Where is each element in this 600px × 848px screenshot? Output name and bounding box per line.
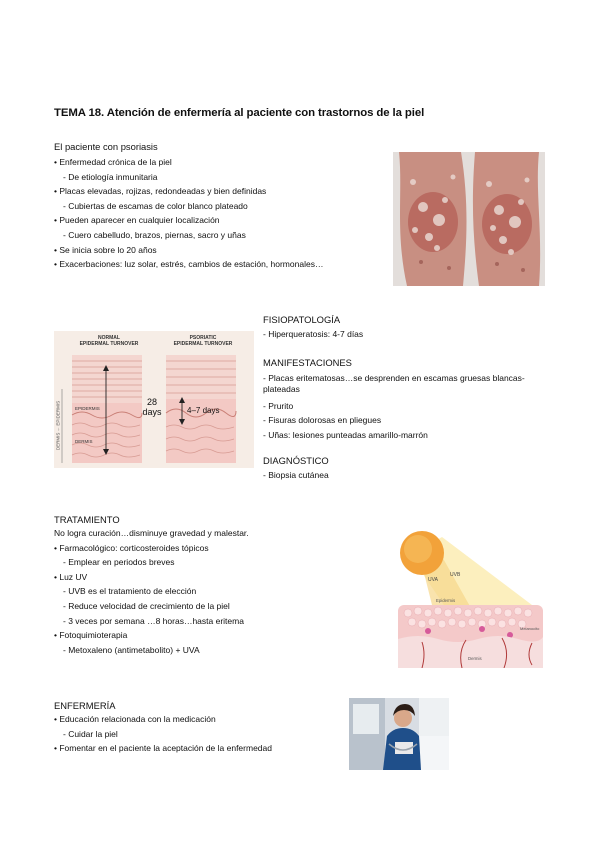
fisiopatologia-heading: FISIOPATOLOGÍA xyxy=(263,314,341,325)
list-item: - Prurito xyxy=(263,400,294,411)
list-item: - Hiperqueratosis: 4-7 días xyxy=(263,329,364,339)
tratamiento-heading: TRATAMIENTO xyxy=(54,514,120,525)
fisiopatologia-list xyxy=(263,327,363,342)
nurse-photo xyxy=(349,698,449,770)
enfermeria-heading: ENFERMERÍA xyxy=(54,700,116,711)
list-item: - Cuidar la piel xyxy=(63,728,118,739)
list-item: - Uñas: lesiones punteadas amarillo-marrón xyxy=(263,430,428,440)
list-item: - Placas eritematosas…se desprenden en escamas gruesas blancas-plateadas xyxy=(263,373,525,395)
uv-skin-diagram xyxy=(392,525,545,668)
list-item: No logra curación…disminuye gravedad y malestar. xyxy=(54,528,249,538)
epidermal-turnover-diagram xyxy=(54,331,254,468)
list-item: - Cubiertas de escamas de color blanco plateado xyxy=(63,200,248,211)
uvb-label: UVB xyxy=(450,572,461,578)
tratamiento-list xyxy=(54,526,249,657)
normal-days-unit: days xyxy=(142,407,162,417)
uv-dermis-label: Dermis xyxy=(468,656,482,661)
list-item: • Farmacológico: corticosteroides tópicos xyxy=(54,542,209,553)
psoriasis-knees-photo xyxy=(393,152,545,286)
list-item: • Exacerbaciones: luz solar, estrés, cambios de estación, hormonales… xyxy=(54,259,324,270)
diagnostico-list xyxy=(263,468,329,483)
psoriasis-list xyxy=(54,155,323,272)
knees-image xyxy=(393,152,545,286)
list-item: • Placas elevadas, rojizas, redondeadas y bien definidas xyxy=(54,186,267,197)
list-item: • Luz UV xyxy=(54,571,88,582)
list-item: • Enfermedad crónica de la piel xyxy=(54,157,172,167)
list-item: • Pueden aparecer en cualquier localización xyxy=(54,215,220,226)
list-item: - 3 veces por semana …8 horas…hasta eritema xyxy=(63,615,244,626)
list-item: • Fomentar en el paciente la aceptación de la enfermedad xyxy=(54,743,272,754)
enfermeria-list xyxy=(54,712,272,756)
list-item: - Cuero cabelludo, brazos, piernas, sacro y uñas xyxy=(63,229,246,240)
psoriatic-label: PSORIATIC xyxy=(189,335,217,341)
normal-label: NORMAL xyxy=(98,335,120,341)
normal-days-number: 28 xyxy=(146,397,157,407)
list-item: - Metoxaleno (antimetabolito) + UVA xyxy=(63,644,200,655)
uva-label: UVA xyxy=(428,577,438,583)
list-item: • Educación relacionada con la medicación xyxy=(54,714,216,724)
diagnostico-heading: DIAGNÓSTICO xyxy=(263,455,329,466)
list-item: • Fotoquimioterapia xyxy=(54,630,128,641)
manifestaciones-heading: MANIFESTACIONES xyxy=(263,357,352,368)
epidermis-label: EPIDERMIS xyxy=(75,406,100,411)
psoriasis-heading: El paciente con psoriasis xyxy=(54,141,158,152)
list-item: - Reduce velocidad de crecimiento de la piel xyxy=(63,600,230,611)
list-item: • Se inicia sobre lo 20 años xyxy=(54,244,157,255)
list-item: - Fisuras dolorosas en pliegues xyxy=(263,415,382,426)
side-label: DERMIS ← EPIDERMIS xyxy=(55,400,61,451)
page-title: TEMA 18. Atención de enfermería al paciente con trastornos de la piel xyxy=(54,107,425,119)
list-item: - De etiología inmunitaria xyxy=(63,171,158,182)
normal-sublabel: EPIDERMAL TURNOVER xyxy=(79,341,139,347)
psoriatic-days: 4–7 days xyxy=(187,406,220,415)
list-item: - Emplear en periodos breves xyxy=(63,557,175,568)
list-item: - Biopsia cutánea xyxy=(263,470,329,480)
uv-melanocyte-label: Melanocito xyxy=(520,626,540,631)
manifestaciones-list xyxy=(263,373,533,443)
dermis-label: DERMIS xyxy=(75,439,93,444)
list-item: - UVB es el tratamiento de elección xyxy=(63,586,197,597)
uv-epidermis-label: Epidermis xyxy=(436,598,456,603)
psoriatic-sublabel: EPIDERMAL TURNOVER xyxy=(173,341,233,347)
